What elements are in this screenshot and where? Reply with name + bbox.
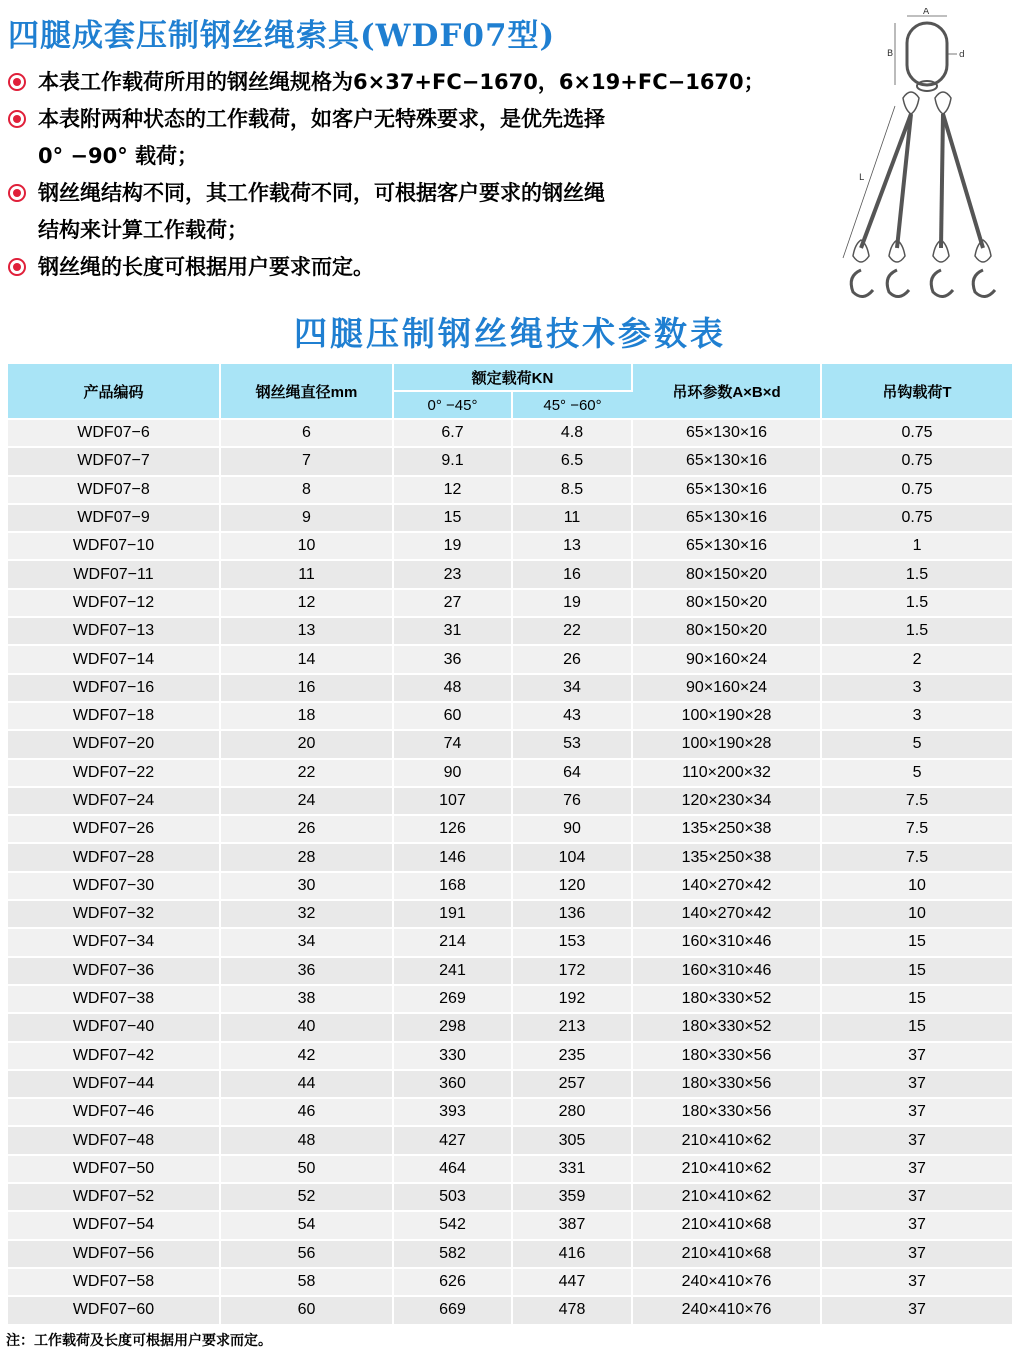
cell-ring: 135×250×38 bbox=[632, 815, 821, 843]
cell-diameter: 12 bbox=[220, 589, 393, 617]
cell-code: WDF07−38 bbox=[8, 985, 220, 1013]
cell-diameter: 24 bbox=[220, 787, 393, 815]
cell-load-45-60: 387 bbox=[512, 1211, 632, 1239]
cell-ring: 100×190×28 bbox=[632, 730, 821, 758]
cell-load-0-45: 31 bbox=[393, 617, 512, 645]
table-row bbox=[8, 928, 1012, 956]
bullet-item bbox=[8, 64, 828, 101]
cell-ring: 210×410×68 bbox=[632, 1211, 821, 1239]
bullet-circle-icon bbox=[8, 258, 26, 276]
cell-load-45-60: 257 bbox=[512, 1070, 632, 1098]
table-row bbox=[8, 419, 1012, 447]
cell-load-45-60: 19 bbox=[512, 589, 632, 617]
table-row bbox=[8, 730, 1012, 758]
table-row bbox=[8, 957, 1012, 985]
cell-load-45-60: 153 bbox=[512, 928, 632, 956]
cell-load-0-45: 330 bbox=[393, 1042, 512, 1070]
cell-load-45-60: 192 bbox=[512, 985, 632, 1013]
cell-ring: 160×310×46 bbox=[632, 928, 821, 956]
cell-hook: 0.75 bbox=[821, 476, 1012, 504]
cell-load-45-60: 416 bbox=[512, 1240, 632, 1268]
cell-load-0-45: 464 bbox=[393, 1155, 512, 1183]
cell-ring: 180×330×56 bbox=[632, 1070, 821, 1098]
cell-ring: 80×150×20 bbox=[632, 589, 821, 617]
cell-hook: 37 bbox=[821, 1240, 1012, 1268]
spec-table bbox=[8, 364, 1012, 1326]
cell-diameter: 44 bbox=[220, 1070, 393, 1098]
cell-diameter: 38 bbox=[220, 985, 393, 1013]
cell-ring: 180×330×52 bbox=[632, 985, 821, 1013]
cell-code: WDF07−50 bbox=[8, 1155, 220, 1183]
cell-hook: 1 bbox=[821, 532, 1012, 560]
cell-hook: 37 bbox=[821, 1070, 1012, 1098]
cell-diameter: 14 bbox=[220, 645, 393, 673]
sling-diagram bbox=[835, 8, 1015, 308]
cell-ring: 160×310×46 bbox=[632, 957, 821, 985]
cell-load-0-45: 191 bbox=[393, 900, 512, 928]
cell-ring: 240×410×76 bbox=[632, 1268, 821, 1296]
cell-hook: 1.5 bbox=[821, 589, 1012, 617]
cell-code: WDF07−9 bbox=[8, 504, 220, 532]
cell-load-45-60: 235 bbox=[512, 1042, 632, 1070]
cell-code: WDF07−32 bbox=[8, 900, 220, 928]
cell-hook: 5 bbox=[821, 730, 1012, 758]
cell-load-0-45: 542 bbox=[393, 1211, 512, 1239]
header-diameter: 钢丝绳直径mm bbox=[220, 364, 393, 419]
cell-diameter: 7 bbox=[220, 447, 393, 475]
cell-hook: 3 bbox=[821, 702, 1012, 730]
cell-hook: 2 bbox=[821, 645, 1012, 673]
table-row bbox=[8, 843, 1012, 871]
cell-hook: 37 bbox=[821, 1155, 1012, 1183]
cell-ring: 210×410×62 bbox=[632, 1183, 821, 1211]
bullet-text: 钢丝绳结构不同，其工作载荷不同，可根据客户要求的钢丝绳 bbox=[38, 181, 605, 205]
cell-diameter: 32 bbox=[220, 900, 393, 928]
bullet-circle-icon bbox=[8, 73, 26, 91]
cell-ring: 210×410×62 bbox=[632, 1155, 821, 1183]
cell-ring: 210×410×62 bbox=[632, 1126, 821, 1154]
page-title: 四腿成套压制钢丝绳索具(WDF07型) bbox=[8, 18, 556, 54]
cell-hook: 15 bbox=[821, 928, 1012, 956]
cell-diameter: 40 bbox=[220, 1013, 393, 1041]
bullet-text: 本表工作载荷所用的钢丝绳规格为6×37+FC−1670，6×19+FC−1670； bbox=[38, 70, 765, 94]
table-row bbox=[8, 1098, 1012, 1126]
cell-diameter: 6 bbox=[220, 419, 393, 447]
cell-code: WDF07−34 bbox=[8, 928, 220, 956]
cell-hook: 37 bbox=[821, 1126, 1012, 1154]
cell-load-0-45: 9.1 bbox=[393, 447, 512, 475]
cell-load-0-45: 146 bbox=[393, 843, 512, 871]
cell-load-45-60: 53 bbox=[512, 730, 632, 758]
cell-diameter: 54 bbox=[220, 1211, 393, 1239]
cell-ring: 180×330×52 bbox=[632, 1013, 821, 1041]
cell-load-45-60: 43 bbox=[512, 702, 632, 730]
cell-load-45-60: 305 bbox=[512, 1126, 632, 1154]
cell-load-45-60: 11 bbox=[512, 504, 632, 532]
table-row bbox=[8, 674, 1012, 702]
cell-ring: 135×250×38 bbox=[632, 843, 821, 871]
cell-load-0-45: 19 bbox=[393, 532, 512, 560]
cell-code: WDF07−7 bbox=[8, 447, 220, 475]
cell-load-45-60: 447 bbox=[512, 1268, 632, 1296]
cell-hook: 7.5 bbox=[821, 787, 1012, 815]
bullet-text: 钢丝绳的长度可根据用户要求而定。 bbox=[38, 255, 374, 279]
cell-ring: 65×130×16 bbox=[632, 532, 821, 560]
cell-load-45-60: 172 bbox=[512, 957, 632, 985]
header-hook: 吊钩载荷T bbox=[821, 364, 1012, 419]
table-row bbox=[8, 645, 1012, 673]
cell-code: WDF07−30 bbox=[8, 872, 220, 900]
cell-code: WDF07−28 bbox=[8, 843, 220, 871]
table-body bbox=[8, 419, 1012, 1325]
cell-load-45-60: 136 bbox=[512, 900, 632, 928]
cell-hook: 37 bbox=[821, 1211, 1012, 1239]
cell-load-0-45: 503 bbox=[393, 1183, 512, 1211]
cell-diameter: 52 bbox=[220, 1183, 393, 1211]
table-row bbox=[8, 1268, 1012, 1296]
cell-ring: 140×270×42 bbox=[632, 872, 821, 900]
cell-load-45-60: 213 bbox=[512, 1013, 632, 1041]
cell-load-0-45: 168 bbox=[393, 872, 512, 900]
cell-load-0-45: 669 bbox=[393, 1296, 512, 1324]
cell-diameter: 48 bbox=[220, 1126, 393, 1154]
header-load-45-60: 45° −60° bbox=[512, 391, 632, 419]
cell-code: WDF07−24 bbox=[8, 787, 220, 815]
bullet-text: 本表附两种状态的工作载荷，如客户无特殊要求，是优先选择 bbox=[38, 107, 605, 131]
cell-load-45-60: 8.5 bbox=[512, 476, 632, 504]
cell-diameter: 34 bbox=[220, 928, 393, 956]
table-row bbox=[8, 702, 1012, 730]
cell-load-45-60: 76 bbox=[512, 787, 632, 815]
table-row bbox=[8, 985, 1012, 1013]
cell-load-0-45: 582 bbox=[393, 1240, 512, 1268]
cell-code: WDF07−16 bbox=[8, 674, 220, 702]
table-row bbox=[8, 815, 1012, 843]
cell-load-0-45: 27 bbox=[393, 589, 512, 617]
header-code: 产品编码 bbox=[8, 364, 220, 419]
bullet-circle-icon bbox=[8, 184, 26, 202]
cell-load-45-60: 478 bbox=[512, 1296, 632, 1324]
table-row bbox=[8, 560, 1012, 588]
cell-code: WDF07−52 bbox=[8, 1183, 220, 1211]
bullet-item bbox=[8, 249, 828, 286]
cell-load-0-45: 107 bbox=[393, 787, 512, 815]
cell-hook: 3 bbox=[821, 674, 1012, 702]
cell-ring: 90×160×24 bbox=[632, 645, 821, 673]
cell-load-0-45: 126 bbox=[393, 815, 512, 843]
cell-hook: 37 bbox=[821, 1098, 1012, 1126]
cell-code: WDF07−54 bbox=[8, 1211, 220, 1239]
cell-load-0-45: 90 bbox=[393, 759, 512, 787]
cell-ring: 180×330×56 bbox=[632, 1098, 821, 1126]
cell-code: WDF07−26 bbox=[8, 815, 220, 843]
cell-diameter: 36 bbox=[220, 957, 393, 985]
cell-code: WDF07−56 bbox=[8, 1240, 220, 1268]
table-row bbox=[8, 617, 1012, 645]
cell-load-45-60: 359 bbox=[512, 1183, 632, 1211]
table-row bbox=[8, 787, 1012, 815]
cell-diameter: 26 bbox=[220, 815, 393, 843]
cell-diameter: 56 bbox=[220, 1240, 393, 1268]
cell-ring: 110×200×32 bbox=[632, 759, 821, 787]
cell-hook: 10 bbox=[821, 900, 1012, 928]
cell-load-45-60: 13 bbox=[512, 532, 632, 560]
cell-diameter: 22 bbox=[220, 759, 393, 787]
cell-hook: 15 bbox=[821, 1013, 1012, 1041]
cell-diameter: 10 bbox=[220, 532, 393, 560]
cell-code: WDF07−10 bbox=[8, 532, 220, 560]
table-row bbox=[8, 1126, 1012, 1154]
cell-code: WDF07−18 bbox=[8, 702, 220, 730]
cell-code: WDF07−46 bbox=[8, 1098, 220, 1126]
cell-load-0-45: 360 bbox=[393, 1070, 512, 1098]
table-row bbox=[8, 1296, 1012, 1324]
header-ring: 吊环参数A×B×d bbox=[632, 364, 821, 419]
cell-load-45-60: 280 bbox=[512, 1098, 632, 1126]
table-row bbox=[8, 1013, 1012, 1041]
dim-label-a: A bbox=[923, 8, 930, 17]
table-row bbox=[8, 1155, 1012, 1183]
cell-load-0-45: 6.7 bbox=[393, 419, 512, 447]
cell-load-0-45: 214 bbox=[393, 928, 512, 956]
cell-load-0-45: 12 bbox=[393, 476, 512, 504]
cell-load-0-45: 23 bbox=[393, 560, 512, 588]
cell-diameter: 16 bbox=[220, 674, 393, 702]
table-row bbox=[8, 476, 1012, 504]
cell-ring: 140×270×42 bbox=[632, 900, 821, 928]
table-row bbox=[8, 589, 1012, 617]
table-row bbox=[8, 1042, 1012, 1070]
cell-diameter: 11 bbox=[220, 560, 393, 588]
cell-diameter: 9 bbox=[220, 504, 393, 532]
cell-hook: 15 bbox=[821, 985, 1012, 1013]
cell-load-45-60: 16 bbox=[512, 560, 632, 588]
cell-diameter: 20 bbox=[220, 730, 393, 758]
footnote: 注：工作载荷及长度可根据用户要求而定。 bbox=[6, 1333, 272, 1349]
table-row bbox=[8, 1070, 1012, 1098]
cell-hook: 15 bbox=[821, 957, 1012, 985]
table-row bbox=[8, 759, 1012, 787]
cell-diameter: 28 bbox=[220, 843, 393, 871]
cell-ring: 240×410×76 bbox=[632, 1296, 821, 1324]
cell-diameter: 18 bbox=[220, 702, 393, 730]
cell-code: WDF07−11 bbox=[8, 560, 220, 588]
bullet-text: 0° −90° 载荷； bbox=[38, 144, 199, 168]
table-row bbox=[8, 504, 1012, 532]
header-load: 额定载荷KN bbox=[393, 364, 632, 391]
cell-hook: 1.5 bbox=[821, 560, 1012, 588]
cell-hook: 0.75 bbox=[821, 504, 1012, 532]
table-row bbox=[8, 1240, 1012, 1268]
cell-ring: 80×150×20 bbox=[632, 560, 821, 588]
dim-label-d: d bbox=[959, 50, 965, 60]
cell-load-0-45: 15 bbox=[393, 504, 512, 532]
cell-hook: 0.75 bbox=[821, 419, 1012, 447]
cell-load-0-45: 74 bbox=[393, 730, 512, 758]
cell-code: WDF07−20 bbox=[8, 730, 220, 758]
cell-ring: 65×130×16 bbox=[632, 476, 821, 504]
cell-hook: 37 bbox=[821, 1296, 1012, 1324]
cell-diameter: 58 bbox=[220, 1268, 393, 1296]
cell-code: WDF07−12 bbox=[8, 589, 220, 617]
dim-label-l: L bbox=[859, 173, 865, 183]
cell-load-0-45: 427 bbox=[393, 1126, 512, 1154]
cell-diameter: 60 bbox=[220, 1296, 393, 1324]
bullet-text: 结构来计算工作载荷； bbox=[38, 218, 248, 242]
cell-load-45-60: 22 bbox=[512, 617, 632, 645]
table-row bbox=[8, 1211, 1012, 1239]
cell-ring: 180×330×56 bbox=[632, 1042, 821, 1070]
cell-ring: 80×150×20 bbox=[632, 617, 821, 645]
cell-load-0-45: 269 bbox=[393, 985, 512, 1013]
cell-code: WDF07−6 bbox=[8, 419, 220, 447]
cell-load-0-45: 393 bbox=[393, 1098, 512, 1126]
cell-hook: 5 bbox=[821, 759, 1012, 787]
cell-load-45-60: 104 bbox=[512, 843, 632, 871]
table-row bbox=[8, 532, 1012, 560]
cell-load-45-60: 4.8 bbox=[512, 419, 632, 447]
cell-hook: 0.75 bbox=[821, 447, 1012, 475]
cell-ring: 210×410×68 bbox=[632, 1240, 821, 1268]
cell-load-45-60: 331 bbox=[512, 1155, 632, 1183]
cell-diameter: 42 bbox=[220, 1042, 393, 1070]
cell-code: WDF07−60 bbox=[8, 1296, 220, 1324]
cell-code: WDF07−22 bbox=[8, 759, 220, 787]
cell-load-0-45: 60 bbox=[393, 702, 512, 730]
cell-ring: 65×130×16 bbox=[632, 447, 821, 475]
cell-ring: 100×190×28 bbox=[632, 702, 821, 730]
table-title: 四腿压制钢丝绳技术参数表 bbox=[294, 314, 726, 353]
cell-hook: 10 bbox=[821, 872, 1012, 900]
cell-hook: 7.5 bbox=[821, 843, 1012, 871]
cell-code: WDF07−48 bbox=[8, 1126, 220, 1154]
cell-load-45-60: 6.5 bbox=[512, 447, 632, 475]
cell-load-0-45: 36 bbox=[393, 645, 512, 673]
cell-ring: 65×130×16 bbox=[632, 419, 821, 447]
cell-code: WDF07−13 bbox=[8, 617, 220, 645]
table-row bbox=[8, 1183, 1012, 1211]
cell-hook: 37 bbox=[821, 1183, 1012, 1211]
header-load-0-45: 0° −45° bbox=[393, 391, 512, 419]
cell-ring: 65×130×16 bbox=[632, 504, 821, 532]
bullet-item bbox=[8, 101, 828, 175]
cell-code: WDF07−14 bbox=[8, 645, 220, 673]
cell-ring: 120×230×34 bbox=[632, 787, 821, 815]
cell-ring: 90×160×24 bbox=[632, 674, 821, 702]
cell-load-0-45: 241 bbox=[393, 957, 512, 985]
cell-diameter: 46 bbox=[220, 1098, 393, 1126]
cell-diameter: 8 bbox=[220, 476, 393, 504]
table-row bbox=[8, 872, 1012, 900]
cell-load-45-60: 90 bbox=[512, 815, 632, 843]
cell-hook: 7.5 bbox=[821, 815, 1012, 843]
cell-load-0-45: 48 bbox=[393, 674, 512, 702]
cell-load-45-60: 34 bbox=[512, 674, 632, 702]
cell-code: WDF07−40 bbox=[8, 1013, 220, 1041]
cell-load-45-60: 120 bbox=[512, 872, 632, 900]
cell-code: WDF07−36 bbox=[8, 957, 220, 985]
cell-code: WDF07−42 bbox=[8, 1042, 220, 1070]
bullet-item bbox=[8, 175, 828, 249]
cell-load-45-60: 26 bbox=[512, 645, 632, 673]
cell-code: WDF07−8 bbox=[8, 476, 220, 504]
cell-code: WDF07−58 bbox=[8, 1268, 220, 1296]
bullet-list bbox=[8, 64, 828, 286]
cell-hook: 37 bbox=[821, 1268, 1012, 1296]
cell-diameter: 50 bbox=[220, 1155, 393, 1183]
cell-code: WDF07−44 bbox=[8, 1070, 220, 1098]
cell-load-45-60: 64 bbox=[512, 759, 632, 787]
cell-hook: 1.5 bbox=[821, 617, 1012, 645]
cell-hook: 37 bbox=[821, 1042, 1012, 1070]
cell-load-0-45: 298 bbox=[393, 1013, 512, 1041]
table-row bbox=[8, 900, 1012, 928]
cell-load-0-45: 626 bbox=[393, 1268, 512, 1296]
dim-label-b: B bbox=[887, 49, 894, 59]
table-row bbox=[8, 447, 1012, 475]
cell-diameter: 30 bbox=[220, 872, 393, 900]
bullet-circle-icon bbox=[8, 110, 26, 128]
cell-diameter: 13 bbox=[220, 617, 393, 645]
